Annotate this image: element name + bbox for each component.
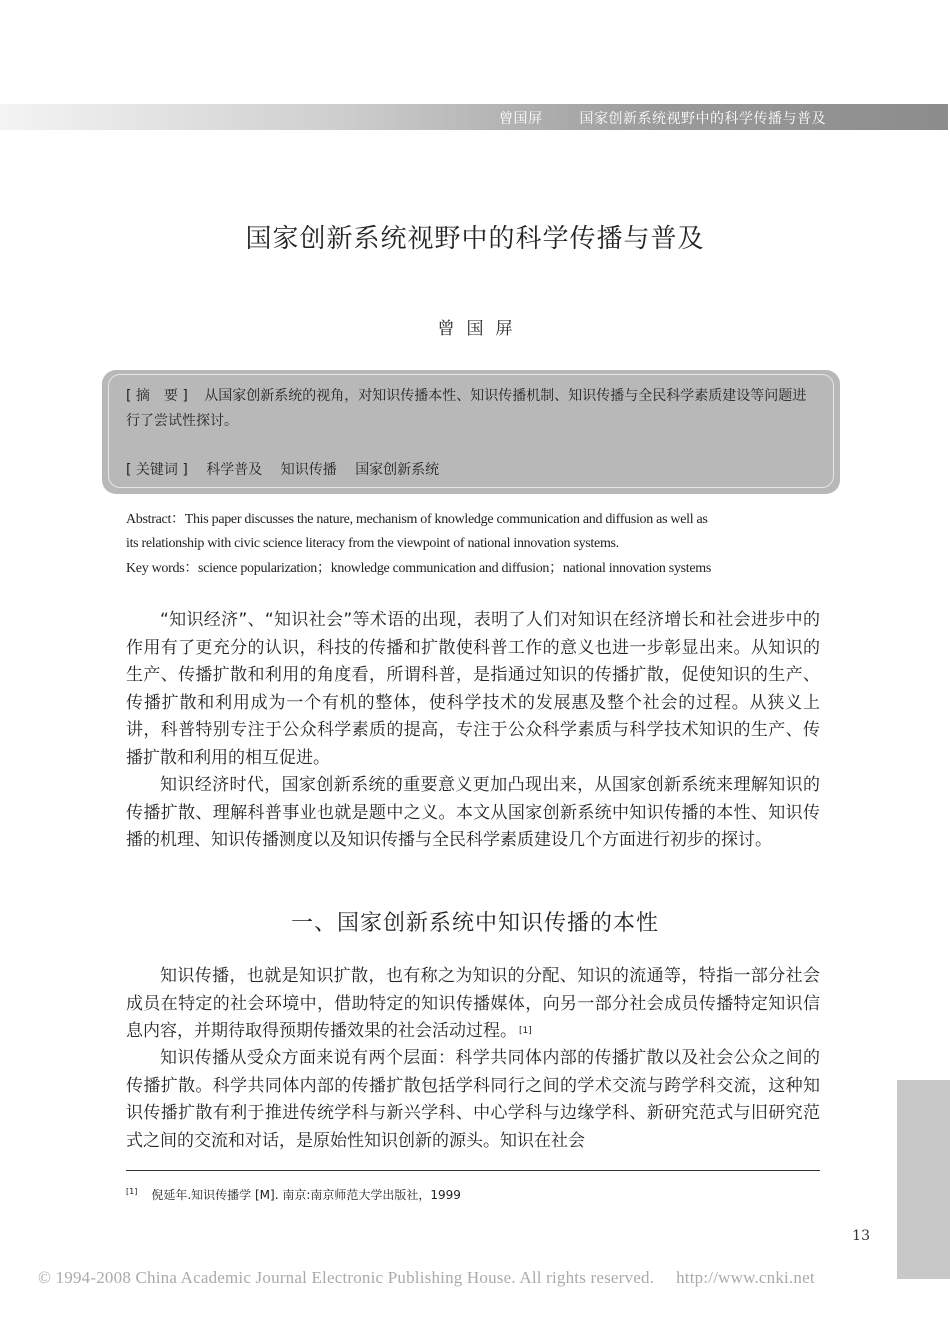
abstract-en-line: its relationship with civic science literacy from the viewpoint of national innovation systems. xyxy=(126,536,619,551)
copyright-text: © 1994-2008 China Academic Journal Electronic Publishing House. All rights reserved. xyxy=(38,1268,655,1287)
keywords-label: [ 关键词 ] xyxy=(126,462,188,478)
abstract-cn xyxy=(126,384,820,434)
keywords-en-line: Key words：science popularization；knowledge communication and diffusion；national innovation systems xyxy=(126,561,712,576)
page-number: 13 xyxy=(852,1228,870,1244)
footnote xyxy=(126,1186,461,1203)
paragraph-text: 知识传播，也就是知识扩散，也有称之为知识的分配、知识的流通等，特指一部分社会成员在特定的社会环境中，借助特定的知识传播媒体，向另一部分社会成员传播特定知识信息内容，并期待取得预期传播效果的社会活动过程。 xyxy=(126,966,820,1041)
abstract-en-line: Abstract：This paper discusses the nature, mechanism of knowledge communication and diffusion as well as xyxy=(126,512,708,527)
keyword-item: 科学普及 xyxy=(206,462,263,478)
running-header xyxy=(499,108,826,128)
body-paragraph: 知识经济时代，国家创新系统的重要意义更加凸现出来，从国家创新系统来理解知识的传播扩散、理解科普事业也就是题中之义。本文从国家创新系统中知识传播的本性、知识传播的机理、知识传播测度以及知识传播与全民科学素质建设几个方面进行初步的探讨。 xyxy=(126,775,820,850)
abstract-body: 从国家创新系统的视角，对知识传播本性、知识传播机制、知识传播与全民科学素质建设等问题进行了尝试性探讨。 xyxy=(126,388,807,429)
footnote-divider xyxy=(126,1170,820,1171)
running-header-title: 国家创新系统视野中的科学传播与普及 xyxy=(579,111,826,127)
article-title: 国家创新系统视野中的科学传播与普及 xyxy=(245,224,705,254)
body-paragraph: 知识传播从受众方面来说有两个层面：科学共同体内部的传播扩散以及社会公众之间的传播扩散。科学共同体内部的传播扩散包括学科同行之间的学术交流与跨学科交流，这种知识传播扩散有利于推进传统学科与新兴学科、中心学科与边缘学科、新研究范式与旧研究范式之间的交流和对话，是原始性知识创新的源头。知识在社会 xyxy=(126,1048,820,1151)
copyright-watermark xyxy=(38,1268,815,1288)
abstract-label: [ 摘 要 ] xyxy=(126,388,188,404)
keywords-cn xyxy=(126,459,820,479)
body-paragraph: “知识经济”、“知识社会”等术语的出现，表明了人们对知识在经济增长和社会进步中的作用有了更充分的认识，科技的传播和扩散使科普工作的意义也进一步彰显出来。从知识的生产、传播扩散和利用的角度看，所谓科普，是指通过知识的传播扩散，促使知识的生产、传播扩散和利用成为一个有机的整体，使科学技术的发展惠及整个社会的过程。从狭义上讲，科普特别专注于公众科学素质的提高，专注于公众科学素质与科学技术知识的生产、传播扩散和利用的相互促进。 xyxy=(126,610,820,768)
page-edge-tab xyxy=(897,1080,950,1279)
running-header-author: 曾国屏 xyxy=(499,111,543,127)
keyword-item: 知识传播 xyxy=(280,462,337,478)
section-heading: 一、国家创新系统中知识传播的本性 xyxy=(290,911,659,936)
footnote-text: 倪延年.知识传播学 [M]. 南京:南京师范大学出版社，1999 xyxy=(151,1188,461,1202)
copyright-url: http://www.cnki.net xyxy=(676,1268,815,1287)
article-author: 曾国屏 xyxy=(437,319,525,339)
footnote-mark: [1] xyxy=(126,1187,138,1196)
keyword-item: 国家创新系统 xyxy=(355,462,440,478)
footnote-ref: [1] xyxy=(519,1026,532,1036)
body-paragraph xyxy=(126,963,820,1046)
